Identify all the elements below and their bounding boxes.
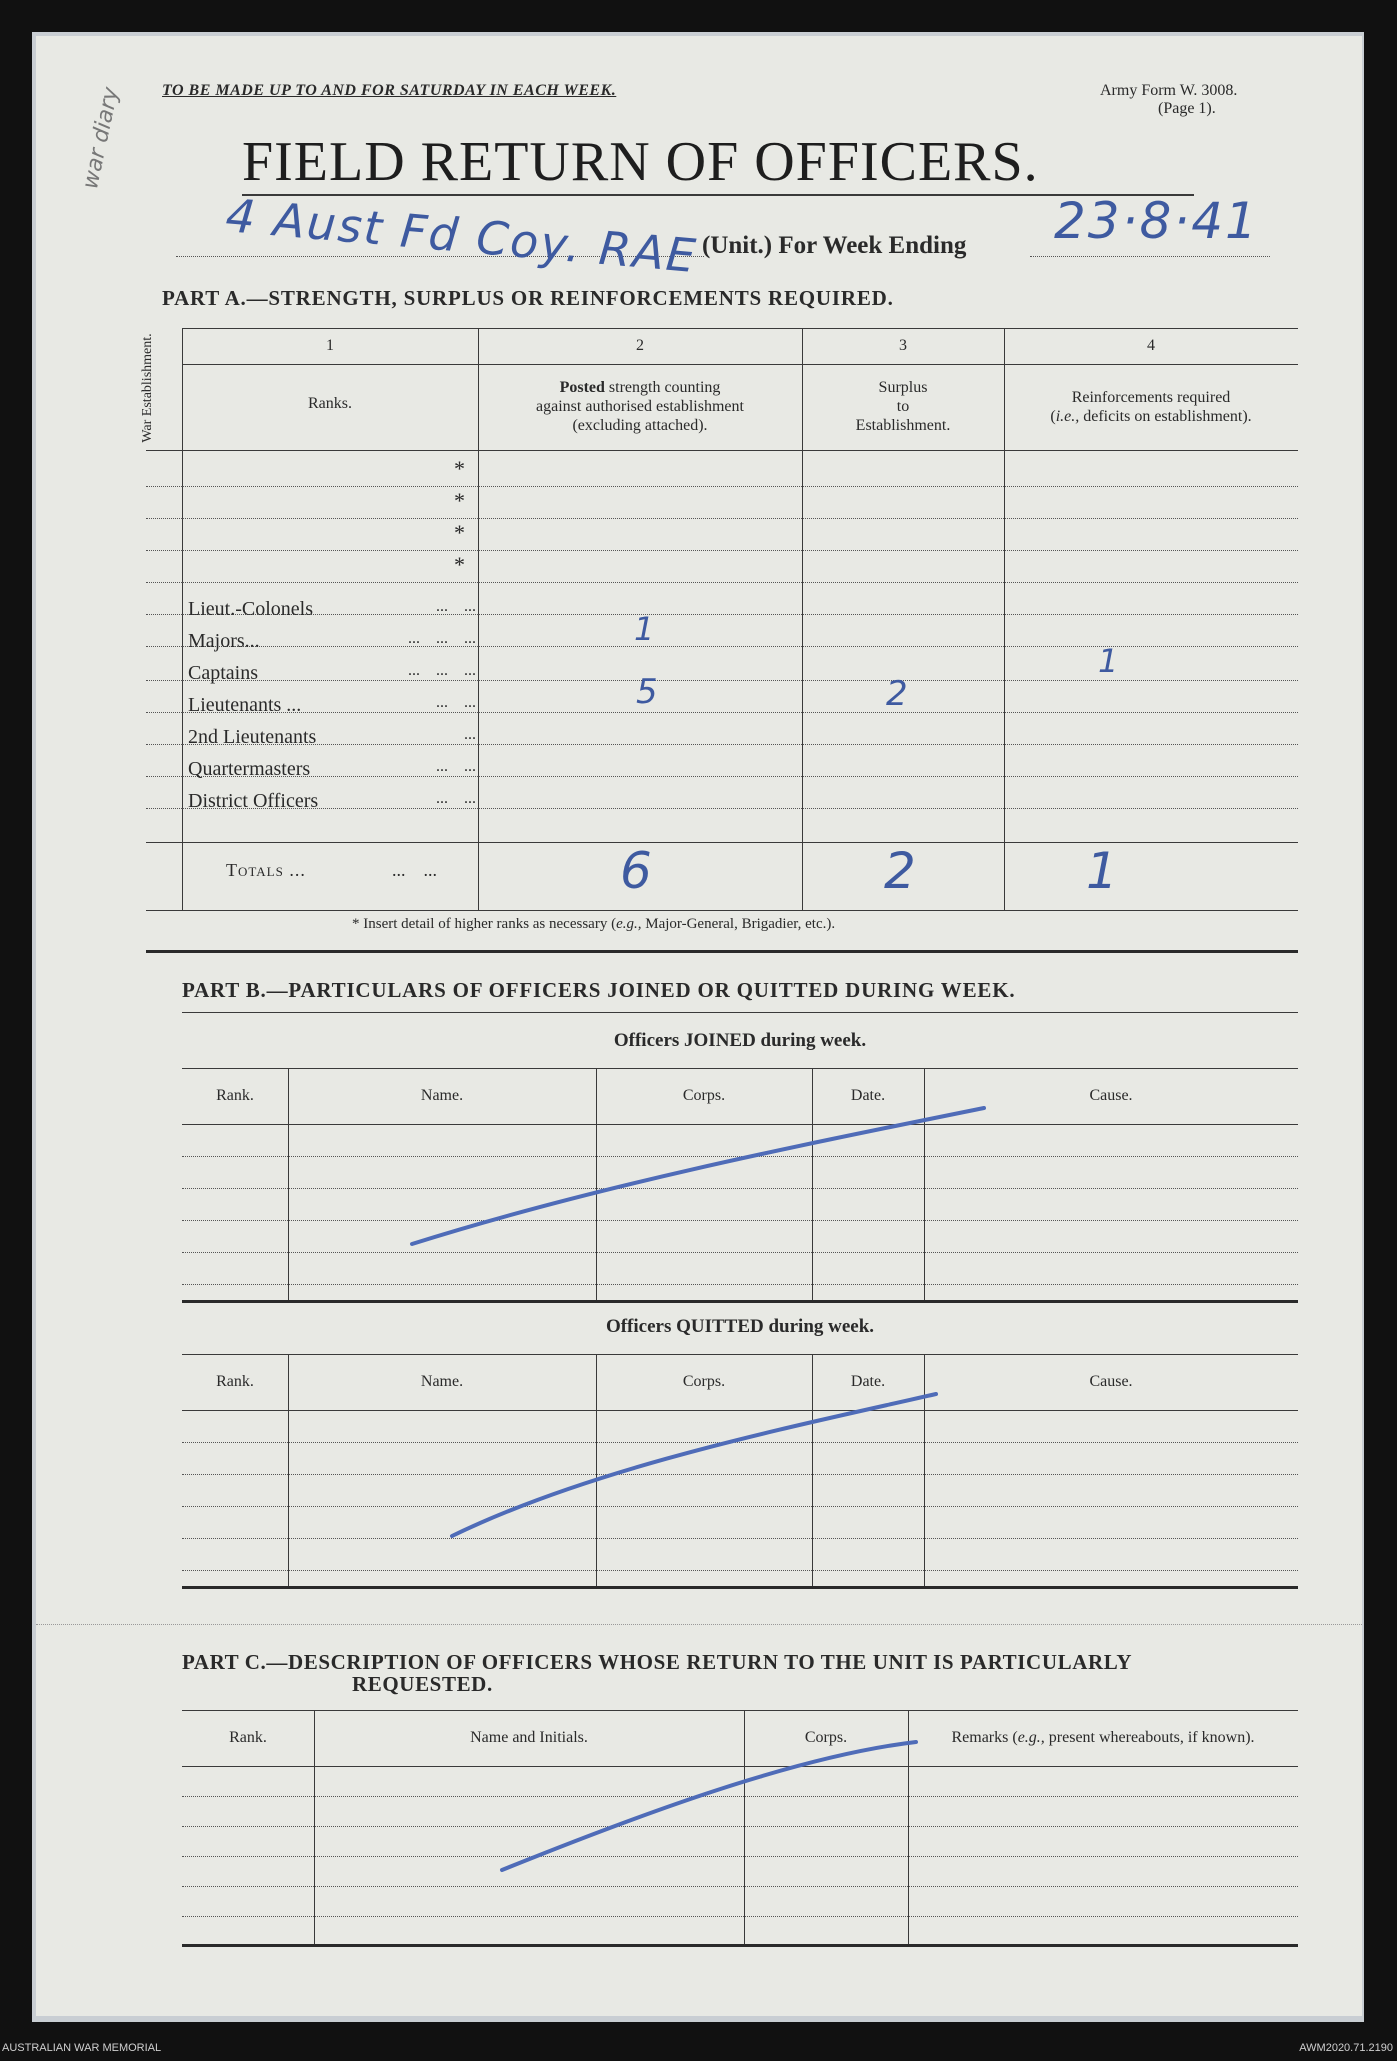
joined-strike-line bbox=[412, 1108, 984, 1244]
footnote-pre: * Insert detail of higher ranks as necessary ( bbox=[352, 916, 617, 932]
col-posted-bold: Posted bbox=[559, 379, 605, 396]
totals-reinforcements: 1 bbox=[1086, 842, 1118, 900]
star-marker: * bbox=[454, 520, 465, 545]
col-posted-l2: against authorised establishment bbox=[536, 398, 744, 415]
footer-left: AUSTRALIAN WAR MEMORIAL bbox=[2, 2042, 162, 2054]
part-a-heading: PART A.—STRENGTH, SURPLUS OR REINFORCEMENTS REQUIRED. bbox=[162, 286, 894, 310]
col-number-1: 1 bbox=[326, 337, 334, 354]
star-marker: * bbox=[454, 488, 465, 513]
part-c-col-header: Name and Initials. bbox=[470, 1729, 588, 1746]
footnote-post: Major-General, Brigadier, etc.). bbox=[641, 916, 836, 932]
col-number-2: 2 bbox=[636, 337, 644, 354]
totals-leader: ... ... bbox=[392, 860, 437, 880]
remarks-post: present whereabouts, if known). bbox=[1044, 1729, 1255, 1746]
remarks-eg: e.g., bbox=[1017, 1729, 1045, 1746]
quitted-table-col-header: Cause. bbox=[1089, 1373, 1133, 1390]
star-marker: * bbox=[454, 456, 465, 481]
rank-label: District Officers bbox=[188, 790, 319, 812]
margin-note: war diary bbox=[78, 85, 124, 192]
rank-leader: ... ... bbox=[436, 694, 476, 711]
quitted-strike-line bbox=[452, 1394, 936, 1536]
totals-surplus: 2 bbox=[884, 842, 916, 900]
star-marker: * bbox=[454, 552, 465, 577]
joined-table-col-header: Cause. bbox=[1089, 1087, 1133, 1104]
rank-leader: ... ... bbox=[436, 758, 476, 775]
quitted-table-col-header: Corps. bbox=[682, 1373, 726, 1390]
col-reinf-l2: deficits on establishment). bbox=[1083, 408, 1252, 425]
rank-label: Captains bbox=[188, 662, 258, 684]
joined-table-col-header: Date. bbox=[850, 1087, 886, 1104]
rank-leader: ... ... ... bbox=[408, 662, 476, 679]
form-sheet bbox=[36, 36, 1362, 2016]
rank-label: 2nd Lieutenants bbox=[188, 726, 317, 748]
lieutenants-posted: 5 bbox=[636, 672, 658, 712]
ink-strokes bbox=[36, 36, 1362, 2016]
rank-label: Lieut.-Colonels bbox=[188, 598, 313, 620]
part-c-heading-l1: PART C.—DESCRIPTION OF OFFICERS WHOSE RETURN TO THE UNIT IS PARTICULARLY bbox=[182, 1650, 1133, 1674]
majors-posted: 1 bbox=[634, 610, 655, 648]
quitted-title: Officers QUITTED during week. bbox=[605, 1316, 875, 1337]
col-surplus-l1: Surplus bbox=[878, 379, 928, 396]
week-ending-handwriting: 23·8·41 bbox=[1054, 192, 1259, 250]
page-title: FIELD RETURN OF OFFICERS. bbox=[242, 131, 1039, 193]
footer-right: AWM2020.71.2190 bbox=[1299, 2042, 1393, 2054]
part-c-strike-line bbox=[502, 1742, 916, 1870]
col-posted-l1: strength counting bbox=[608, 379, 721, 396]
joined-table-col-header: Rank. bbox=[216, 1087, 254, 1104]
rank-leader: ... ... bbox=[436, 598, 476, 615]
rank-label: Quartermasters bbox=[188, 758, 311, 780]
unit-handwriting: 4 Aust Fd Coy. RAE bbox=[223, 188, 700, 284]
totals-posted: 6 bbox=[620, 842, 652, 900]
totals-label: Totals ... bbox=[226, 860, 306, 880]
unit-label: (Unit.) For Week Ending bbox=[702, 232, 967, 259]
remarks-pre: Remarks ( bbox=[951, 1729, 1018, 1746]
part-c-heading-l2: REQUESTED. bbox=[352, 1672, 493, 1696]
footnote-eg: e.g., bbox=[616, 916, 642, 932]
page-number: (Page 1). bbox=[1158, 100, 1216, 117]
col-surplus-l2: to bbox=[896, 398, 910, 415]
war-establishment-label: War Establishment. bbox=[140, 333, 155, 443]
instruction-text: TO BE MADE UP TO AND FOR SATURDAY IN EACH WEEK. bbox=[162, 82, 617, 99]
part-c-col-header: Corps. bbox=[804, 1729, 848, 1746]
rank-leader: ... bbox=[464, 726, 476, 743]
col-reinf-l1: Reinforcements required bbox=[1071, 389, 1231, 406]
col-number-3: 3 bbox=[899, 337, 907, 354]
joined-title: Officers JOINED during week. bbox=[613, 1030, 867, 1051]
rank-label: Majors... bbox=[188, 630, 260, 652]
col-ranks-header: Ranks. bbox=[308, 395, 352, 412]
col-posted-l3: (excluding attached). bbox=[572, 417, 708, 434]
quitted-table-col-header: Name. bbox=[420, 1373, 464, 1390]
col-number-4: 4 bbox=[1147, 337, 1155, 354]
part-c-col-header: Rank. bbox=[229, 1729, 267, 1746]
captains-reinforcements: 1 bbox=[1098, 642, 1119, 680]
joined-table-col-header: Corps. bbox=[682, 1087, 726, 1104]
rank-leader: ... ... bbox=[436, 790, 476, 807]
col-surplus-l3: Establishment. bbox=[855, 417, 951, 434]
col-reinforcements-header: Reinforcements required (i.e., deficits on establishment). bbox=[1050, 389, 1252, 425]
rank-leader: ... ... ... bbox=[408, 630, 476, 647]
form-number: Army Form W. 3008. bbox=[1100, 82, 1238, 99]
quitted-table-col-header: Date. bbox=[850, 1373, 886, 1390]
col-reinf-ie: i.e., bbox=[1055, 408, 1080, 425]
joined-table-col-header: Name. bbox=[420, 1087, 464, 1104]
lieutenants-surplus: 2 bbox=[886, 674, 908, 714]
rank-label: Lieutenants ... bbox=[188, 694, 302, 716]
part-b-heading: PART B.—PARTICULARS OF OFFICERS JOINED OR QUITTED DURING WEEK. bbox=[182, 978, 1016, 1002]
quitted-table-col-header: Rank. bbox=[216, 1373, 254, 1390]
